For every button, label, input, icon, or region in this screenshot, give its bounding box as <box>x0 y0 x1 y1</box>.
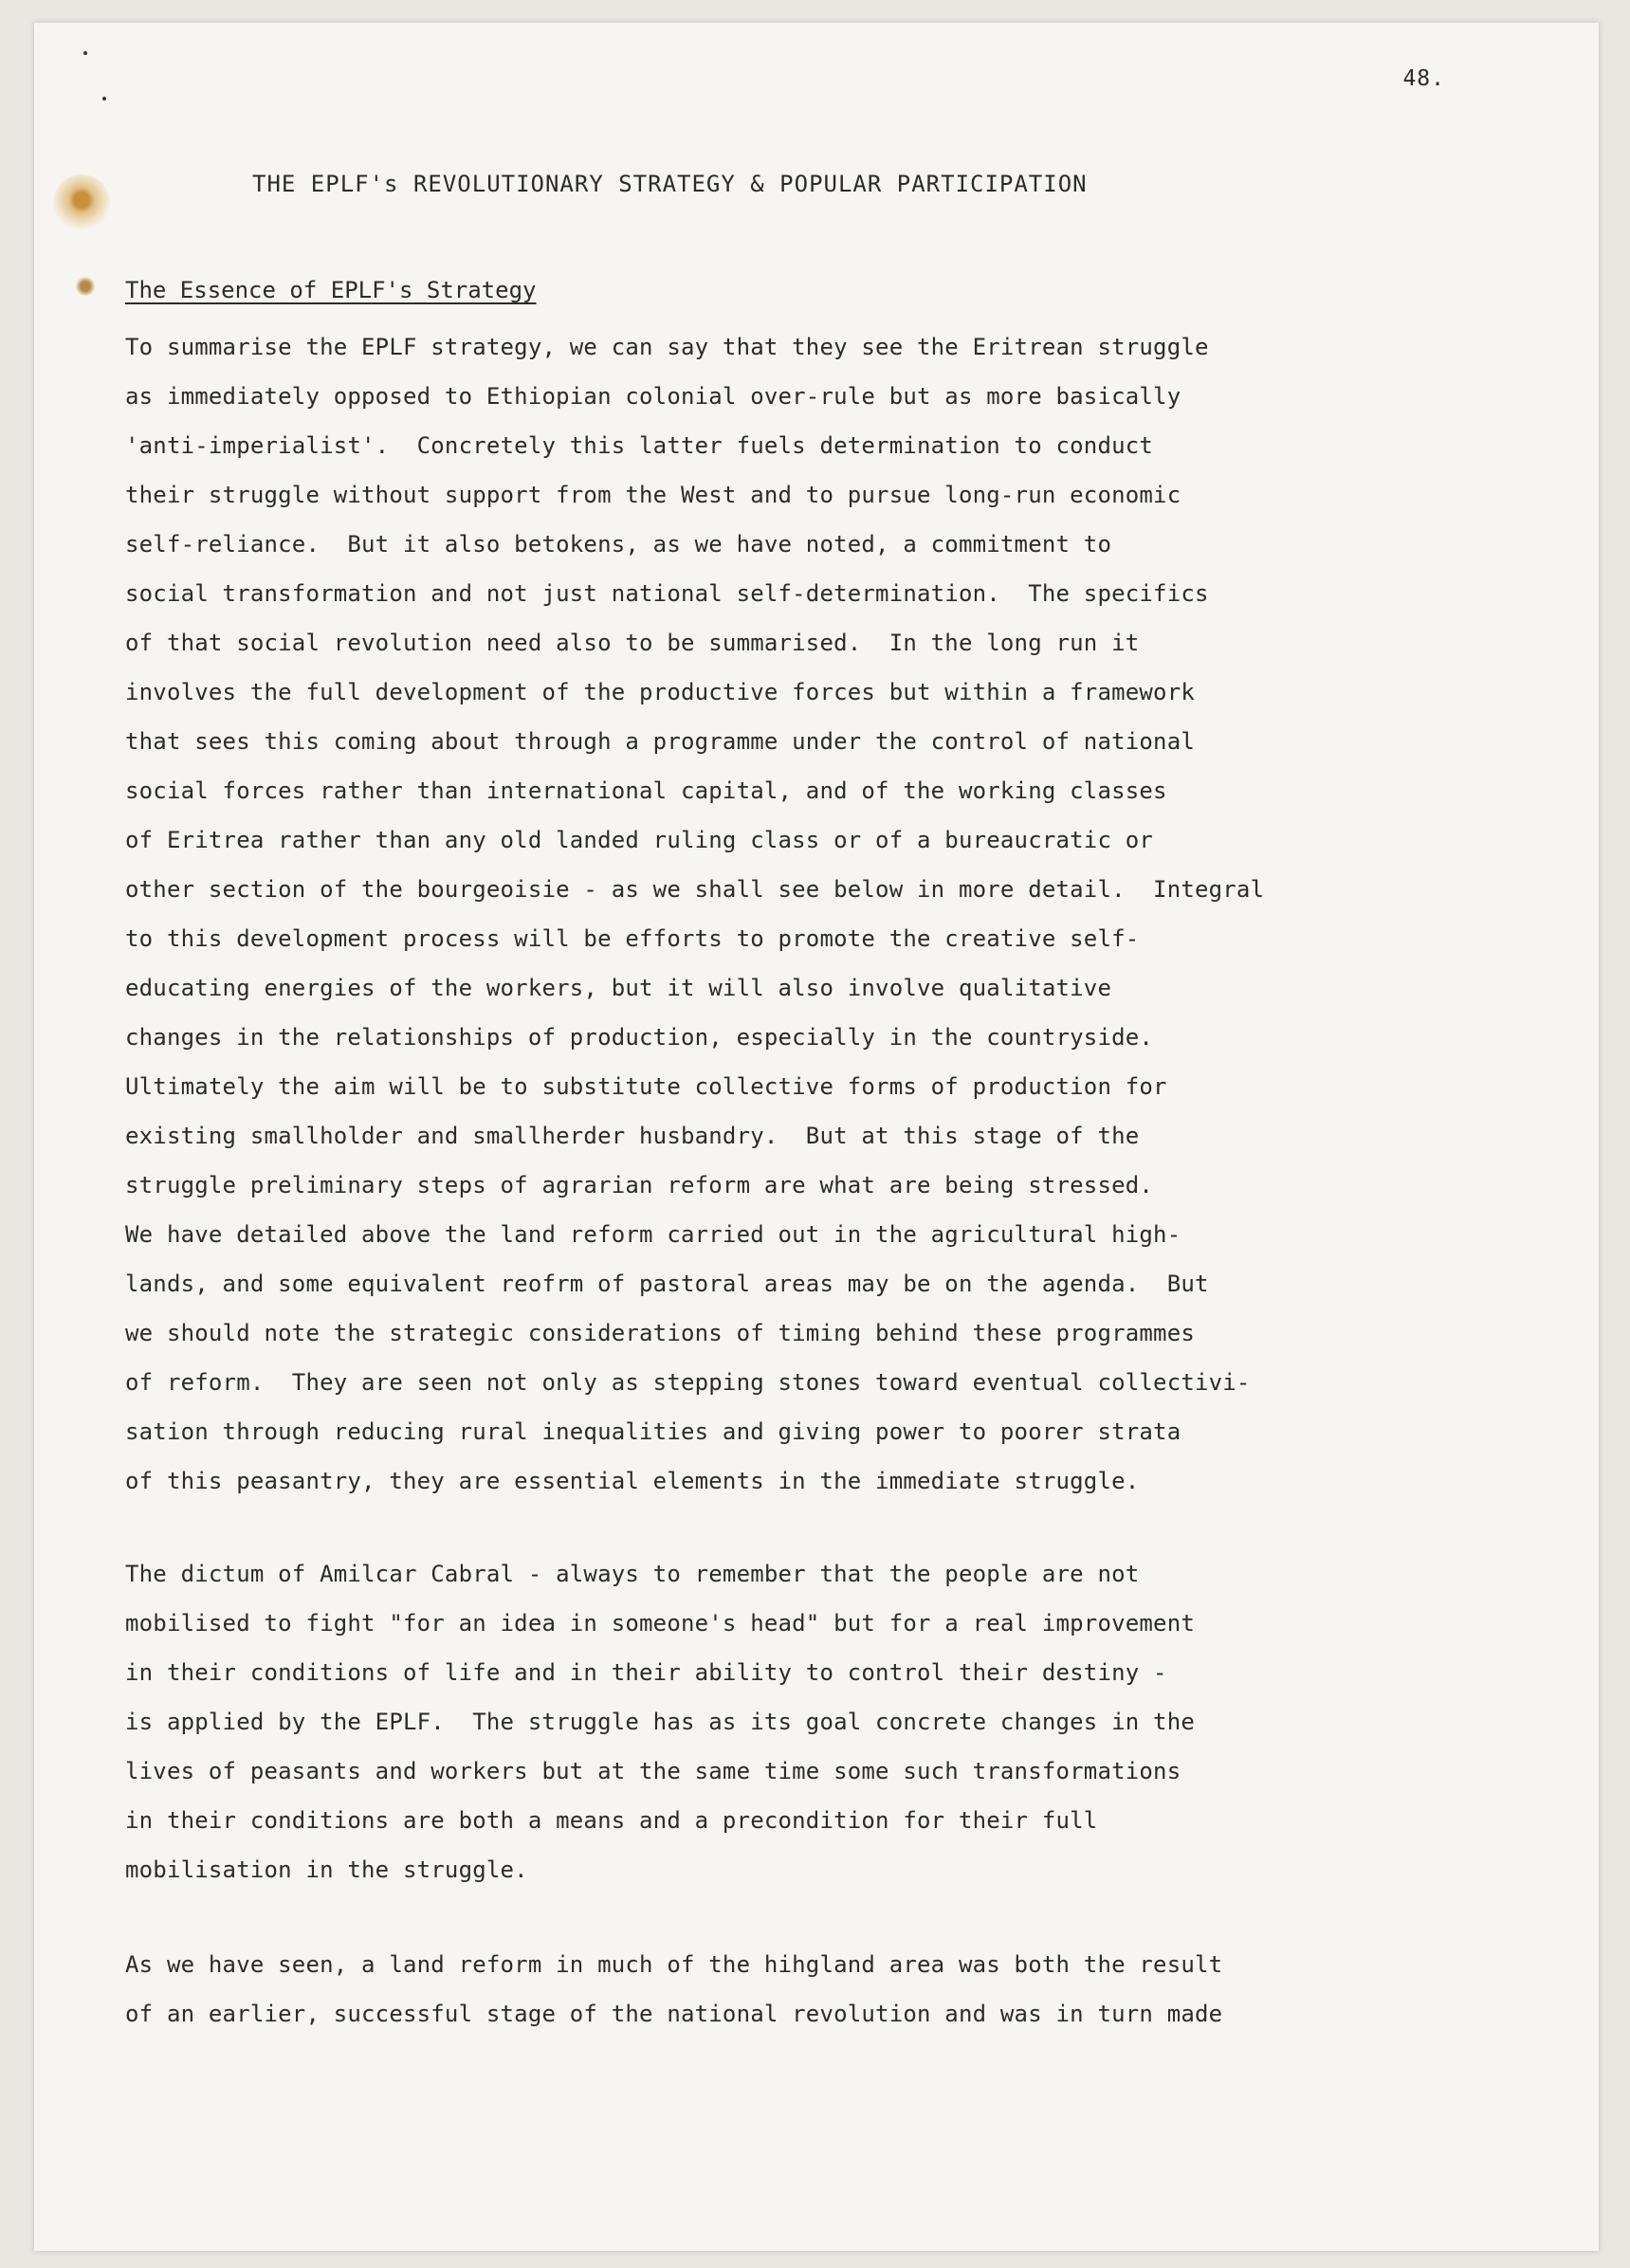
document-page <box>34 23 1599 2251</box>
paragraph <box>125 322 1510 1506</box>
text-line: that sees this coming about through a programme under the control of national <box>125 728 1195 755</box>
text-line: in their conditions of life and in their ability to control their destiny - <box>125 1659 1167 1686</box>
text-line: to this development process will be efforts to promote the creative self- <box>125 925 1140 952</box>
page-title: THE EPLF's REVOLUTIONARY STRATEGY & POPULAR PARTICIPATION <box>252 171 1088 197</box>
text-line: of this peasantry, they are essential elements in the immediate struggle. <box>125 1468 1140 1494</box>
text-line: as immediately opposed to Ethiopian colonial over-rule but as more basically <box>125 383 1181 410</box>
text-line: involves the full development of the productive forces but within a framework <box>125 679 1195 705</box>
speck <box>83 51 87 55</box>
text-line: 'anti-imperialist'. Concretely this latter fuels determination to conduct <box>125 432 1154 459</box>
text-line: their struggle without support from the West and to pursue long-run economic <box>125 482 1181 508</box>
text-line: struggle preliminary steps of agrarian reform are what are being stressed. <box>125 1172 1154 1198</box>
text-line: mobilisation in the struggle. <box>125 1856 528 1883</box>
page-number: 48. <box>1402 66 1445 91</box>
text-line: educating energies of the workers, but it will also involve qualitative <box>125 975 1112 1001</box>
text-line: social transformation and not just national self-determination. The specifics <box>125 580 1209 607</box>
text-line: in their conditions are both a means and a precondition for their full <box>125 1807 1098 1834</box>
text-line: As we have seen, a land reform in much of the hihgland area was both the result <box>125 1951 1223 1978</box>
stain-mark <box>76 277 95 296</box>
text-line: self-reliance. But it also betokens, as we have noted, a commitment to <box>125 531 1112 558</box>
text-line: sation through reducing rural inequalities and giving power to poorer strata <box>125 1418 1181 1445</box>
text-line: is applied by the EPLF. The struggle has as its goal concrete changes in the <box>125 1709 1195 1735</box>
text-line: other section of the bourgeoisie - as we shall see below in more detail. Integral <box>125 876 1265 903</box>
text-line: existing smallholder and smallherder husbandry. But at this stage of the <box>125 1123 1140 1149</box>
text-line: of reform. They are seen not only as stepping stones toward eventual collectivi- <box>125 1369 1251 1396</box>
text-line: changes in the relationships of production, especially in the countryside. <box>125 1024 1154 1051</box>
paragraph <box>125 1549 1510 1894</box>
text-line: The dictum of Amilcar Cabral - always to remember that the people are not <box>125 1561 1140 1587</box>
paragraph <box>125 1940 1510 2039</box>
text-line: of that social revolution need also to be summarised. In the long run it <box>125 630 1140 656</box>
text-line: We have detailed above the land reform carried out in the agricultural high- <box>125 1221 1181 1248</box>
text-line: of an earlier, successful stage of the national revolution and was in turn made <box>125 2001 1223 2027</box>
text-line: mobilised to fight "for an idea in someone's head" but for a real improvement <box>125 1610 1195 1637</box>
text-line: of Eritrea rather than any old landed ruling class or of a bureaucratic or <box>125 827 1154 853</box>
text-line: we should note the strategic considerations of timing behind these programmes <box>125 1320 1195 1346</box>
text-line: lives of peasants and workers but at the same time some such transformations <box>125 1758 1181 1784</box>
text-line: Ultimately the aim will be to substitute collective forms of production for <box>125 1073 1167 1100</box>
text-line: To summarise the EPLF strategy, we can say that they see the Eritrean struggle <box>125 334 1209 360</box>
text-line: social forces rather than international capital, and of the working classes <box>125 777 1167 804</box>
section-heading: The Essence of EPLF's Strategy <box>125 277 537 303</box>
speck <box>102 97 106 101</box>
stain-mark <box>53 174 110 231</box>
text-line: lands, and some equivalent reofrm of pastoral areas may be on the agenda. But <box>125 1271 1209 1297</box>
